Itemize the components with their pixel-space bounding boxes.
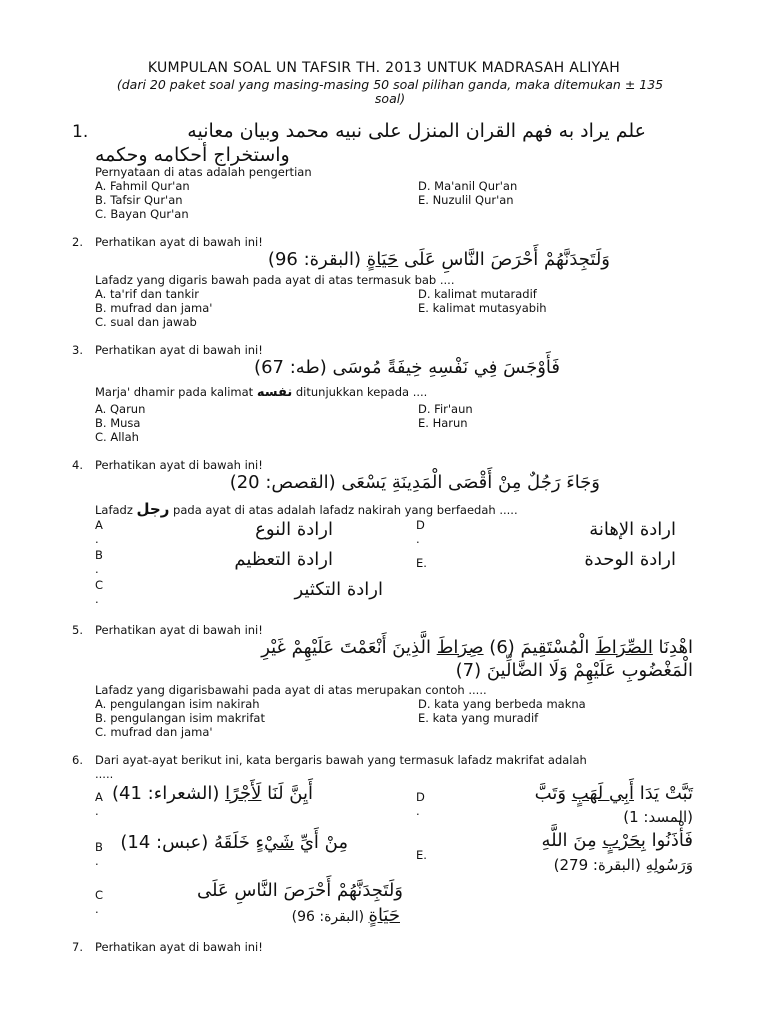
q5-option-d: D. kata yang berbeda makna	[418, 697, 586, 711]
q7-intro: Perhatikan ayat di bawah ini!	[95, 940, 263, 954]
q6-option-c-letter: C	[95, 888, 104, 902]
q2-option-b: B. mufrad dan jama'	[95, 301, 213, 315]
q7-number: 7.	[72, 940, 83, 954]
q1-option-b: B. Tafsir Qur'an	[95, 193, 183, 207]
q5-arabic-l1-c: الَّذِينَ أَنْعَمْتَ عَلَيْهِمْ غَيْرِ	[261, 637, 437, 658]
q4-number: 4.	[72, 458, 83, 472]
q5-arabic-l1-a: اهْدِنَا	[652, 637, 693, 658]
q3-question-post: ditunjukkan kepada ....	[292, 385, 428, 399]
q6-a-underlined: لَأَجْرًا	[225, 783, 262, 804]
q4-option-b-text: ارادة التعظيم	[234, 549, 333, 570]
q6-option-d-line1	[535, 783, 693, 804]
q6-question-line2: .....	[95, 767, 114, 781]
document-title: KUMPULAN SOAL UN TAFSIR TH. 2013 UNTUK MADRASAH ALIYAH	[147, 60, 621, 76]
q4-question-post: pada ayat di atas adalah lafadz nakirah yang berfaedah .....	[169, 503, 518, 517]
q2-question: Lafadz yang digaris bawah pada ayat di atas termasuk bab ....	[95, 273, 455, 287]
q4-option-a-dot: .	[95, 532, 99, 546]
q6-option-b-text	[120, 832, 348, 853]
q4-intro: Perhatikan ayat di bawah ini!	[95, 458, 263, 472]
q4-option-d-text: ارادة الإهانة	[589, 519, 676, 540]
q4-option-a-text: ارادة النوع	[255, 519, 333, 540]
q6-option-e-letter: E.	[416, 848, 427, 862]
q3-question	[95, 385, 427, 400]
q3-option-a: A. Qarun	[95, 402, 146, 416]
q6-option-d-line2: (المسد: 1)	[623, 808, 693, 826]
q6-option-b-dot: .	[95, 854, 99, 868]
q2-arabic-ref: (البقرة: 96)	[267, 249, 367, 270]
q3-question-word: نفسه	[256, 385, 293, 400]
q5-arabic-line2: الْمَغْضُوبِ عَلَيْهِمْ وَلَا الضَّالِّينَ (7)	[455, 660, 693, 681]
q6-option-a-dot: .	[95, 804, 99, 818]
q3-option-d: D. Fir'aun	[418, 402, 473, 416]
q4-option-a-letter: A	[95, 518, 103, 532]
q1-arabic-line2: واستخراج أحكامه وحكمه	[95, 144, 290, 166]
q5-intro: Perhatikan ayat di bawah ini!	[95, 623, 263, 637]
q6-b-underlined: شَيْءٍ	[255, 832, 295, 853]
q2-arabic-pre: وَلَتَجِدَنَّهُمْ أَحْرَصَ النَّاسِ عَلَى	[398, 249, 610, 270]
q6-d-post: وَتَبَّ	[534, 783, 572, 804]
q5-number: 5.	[72, 623, 83, 637]
q4-option-e-letter: E.	[416, 556, 427, 570]
q6-option-c-line2	[292, 905, 400, 926]
q2-option-c: C. sual dan jawab	[95, 315, 197, 329]
q2-option-d: D. kalimat mutaradif	[418, 287, 537, 301]
q6-option-e-line1	[541, 830, 693, 851]
q4-question	[95, 500, 518, 518]
q5-arabic-line1	[261, 637, 693, 658]
q6-option-a-letter: A	[95, 790, 103, 804]
q6-option-d-letter: D	[416, 790, 425, 804]
q2-option-e: E. kalimat mutasyabih	[418, 301, 547, 315]
q6-e-pre: فَأْذَنُوا	[645, 830, 693, 851]
q1-option-e: E. Nuzulil Qur'an	[418, 193, 514, 207]
q6-option-c-dot: .	[95, 902, 99, 916]
q4-option-c-dot: .	[95, 592, 99, 606]
q1-option-a: A. Fahmil Qur'an	[95, 179, 190, 193]
q5-arabic-l1-u1: الصِّرَاطَ	[595, 637, 653, 658]
q2-number: 2.	[72, 235, 83, 249]
q3-option-c: C. Allah	[95, 430, 139, 444]
q1-option-c: C. Bayan Qur'an	[95, 207, 189, 221]
q6-c-ref: (البقرة: 96)	[291, 909, 369, 925]
q6-d-pre: تَبَّتْ يَدَا	[633, 783, 693, 804]
q6-b-pre: مِنْ أَيِّ	[294, 832, 348, 853]
q6-a-pre: أَيِنَّ لَنَا	[261, 783, 313, 804]
q4-option-b-letter: B	[95, 548, 103, 562]
q3-intro: Perhatikan ayat di bawah ini!	[95, 343, 263, 357]
q6-option-a-text	[112, 783, 313, 804]
q1-question: Pernyataan di atas adalah pengertian	[95, 165, 312, 179]
q3-option-e: E. Harun	[418, 416, 468, 430]
q5-arabic-l1-b: الْمُسْتَقِيمَ (6)	[483, 637, 596, 658]
q3-number: 3.	[72, 343, 83, 357]
q5-arabic-l1-u2: صِرَاطَ	[436, 637, 484, 658]
q5-option-c: C. mufrad dan jama'	[95, 725, 213, 739]
q6-option-d-dot: .	[416, 804, 420, 818]
q1-number: 1.	[72, 122, 89, 142]
q4-option-e-text: ارادة الوحدة	[584, 549, 676, 570]
q2-arabic-underlined: حَيَاةٍ	[366, 249, 399, 270]
q6-number: 6.	[72, 753, 83, 767]
q3-arabic: فَأَوْجَسَ فِي نَفْسِهِ خِيفَةً مُوسَى (طه: 67)	[254, 357, 560, 378]
q4-question-pre: Lafadz	[95, 503, 137, 517]
document-subtitle: (dari 20 paket soal yang masing-masing 50 soal pilihan ganda, maka ditemukan ± 135 soal)	[116, 77, 664, 106]
q4-question-word: رجل	[136, 500, 170, 518]
q6-question-line1: Dari ayat-ayat berikut ini, kata bergaris bawah yang termasuk lafadz makrifat adalah	[95, 753, 587, 767]
q6-option-c-line1: وَلَتَجِدَنَّهُمْ أَحْرَصَ النَّاسِ عَلَى	[196, 880, 403, 901]
q4-option-c-letter: C	[95, 578, 104, 592]
q5-question: Lafadz yang digarisbawahi pada ayat di atas merupakan contoh .....	[95, 683, 487, 697]
q3-question-pre: Marja' dhamir pada kalimat	[95, 385, 257, 399]
q6-a-ref: (الشعراء: 41)	[112, 783, 226, 804]
q6-option-b-letter: B	[95, 840, 103, 854]
q4-arabic: وَجَاءَ رَجُلٌ مِنْ أَقْصَى الْمَدِينَةِ يَسْعَى (القصص: 20)	[229, 472, 600, 493]
q2-option-a: A. ta'rif dan tankir	[95, 287, 200, 301]
q4-option-c-text: ارادة التكثير	[294, 579, 383, 600]
q6-d-underlined: أَبِي لَهَبٍ	[571, 783, 634, 804]
q5-option-e: E. kata yang muradif	[418, 711, 539, 725]
q6-b-ref: خَلَقَهُ (عبس: 14)	[120, 832, 256, 853]
q5-option-a: A. pengulangan isim nakirah	[95, 697, 260, 711]
q2-arabic	[268, 249, 610, 270]
q4-option-d-letter: D	[416, 518, 425, 532]
q1-option-d: D. Ma'anil Qur'an	[418, 179, 518, 193]
q3-option-b: B. Musa	[95, 416, 141, 430]
q1-arabic-line1: علم يراد به فهم القران المنزل على نبيه محمد وبيان معانيه	[187, 120, 646, 142]
q4-option-b-dot: .	[95, 562, 99, 576]
q2-intro: Perhatikan ayat di bawah ini!	[95, 235, 263, 249]
q4-option-d-dot: .	[416, 532, 420, 546]
q6-e-post: مِنَ اللَّهِ	[541, 830, 603, 851]
q5-option-b: B. pengulangan isim makrifat	[95, 711, 265, 725]
q6-option-e-line2: وَرَسُولِهِ (البقرة: 279)	[553, 856, 693, 874]
q6-e-underlined: بِحَرْبٍ	[602, 830, 646, 851]
q6-c-underlined: حَيَاةٍ	[368, 905, 400, 926]
